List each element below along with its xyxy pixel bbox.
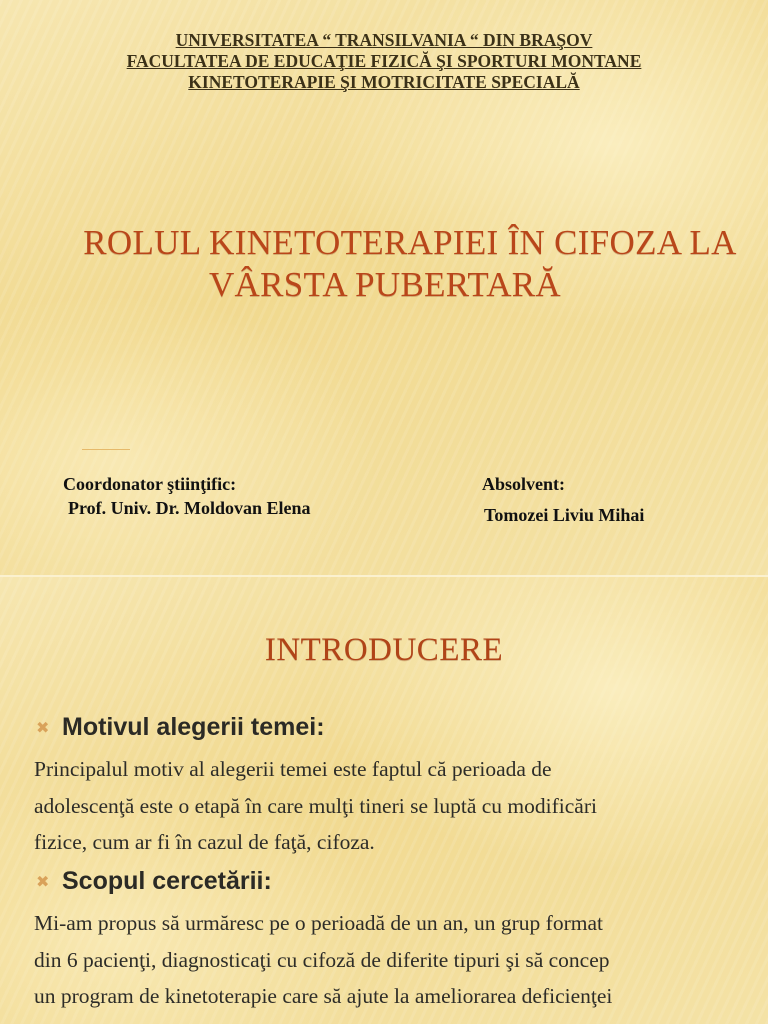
paragraph-line: un program de kinetoterapie care să ajute la ameliorarea deficienţei: [34, 984, 613, 1008]
coordinator-name: Prof. Univ. Dr. Moldovan Elena: [68, 498, 311, 518]
x-bullet-icon: ✖: [36, 872, 50, 891]
graduate-name: Tomozei Liviu Mihai: [484, 505, 645, 525]
decorative-rule: [82, 449, 130, 450]
bullet-heading-motivation: Motivul alegerii temei:: [62, 713, 325, 741]
introduction-title: INTRODUCERE: [264, 632, 504, 668]
title-line-1: ROLUL KINETOTERAPIEI ÎN CIFOZA LA: [83, 223, 737, 262]
header-line-specialization: KINETOTERAPIE ŞI MOTRICITATE SPECIALĂ: [188, 72, 580, 92]
x-bullet-icon: ✖: [36, 718, 50, 737]
graduate-label: Absolvent:: [482, 474, 566, 494]
paragraph-purpose: [34, 905, 754, 1015]
bullet-heading-purpose: Scopul cercetării:: [62, 867, 272, 895]
slide-introduction: [0, 577, 768, 1024]
paragraph-line: Principalul motiv al alegerii temei este faptul că perioada de: [34, 757, 552, 781]
paragraph-line: din 6 pacienţi, diagnosticaţi cu cifoză de diferite tipuri şi să concep: [34, 947, 610, 972]
header-line-university: UNIVERSITATEA “ TRANSILVANIA “ DIN BRAŞOV: [175, 30, 593, 50]
presentation-title: [40, 222, 768, 306]
paragraph-line: Mi-am propus să urmăresc pe o perioadă de un an, un grup format: [34, 911, 603, 935]
paragraph-line: adolescenţă este o etapă în care mulţi tineri se luptă cu modificări: [34, 793, 597, 818]
coordinator-label: Coordonator ştiinţific:: [63, 474, 237, 494]
paragraph-line: fizice, cum ar fi în cazul de faţă, cifoza.: [34, 830, 375, 854]
title-line-2: VÂRSTA PUBERTARĂ: [208, 265, 561, 304]
header-line-faculty: FACULTATEA DE EDUCAŢIE FIZICĂ ŞI SPORTURI MONTANE: [126, 51, 642, 71]
bullet-purpose: [36, 867, 272, 896]
bullet-motivation: [36, 713, 325, 742]
paragraph-motivation: [34, 751, 754, 861]
university-header: [0, 30, 768, 93]
